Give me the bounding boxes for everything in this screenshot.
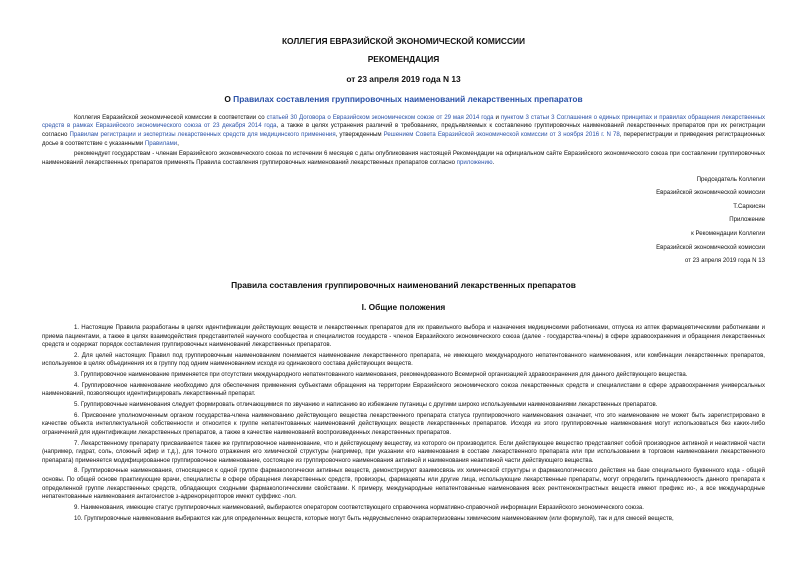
appendix-date: от 23 апреля 2019 года N 13 xyxy=(684,257,765,265)
preamble-text: , перерегистрации и приведения регистрационных досье в соответствие с указанными xyxy=(42,130,765,147)
rules-paragraph-3: 3. Группировочное наименование применяется при отсутствии международного непатентованного наименования, рекомендованного Всемирной организацией здравоохранения для данного действующего вещества. xyxy=(74,371,688,379)
preamble-paragraph-1 xyxy=(42,114,765,149)
appendix-link[interactable]: приложению xyxy=(456,158,493,166)
council-decision-link[interactable]: Решением Совета Евразийской экономической комиссии от 3 ноября 2016 г. N 78 xyxy=(383,130,620,138)
preamble-text: и xyxy=(493,113,501,121)
rules-paragraph-5: 5. Группировочные наименования следует формировать отличающимися по звучанию и написанию во избежание путаницы с другими широко используемыми наименованиями лекарственных препаратов. xyxy=(74,400,658,408)
rules-paragraph-1: 1. Настоящие Правила разработаны в целях идентификации действующих веществ и лекарственных препаратов для их правильного выбора и назначения медицинскими работниками, отпуска из аптек фармацевтическими работниками и приема пациентами, а также в целях взаимодействия представителей научного сообщества и специалистов государств - членов Евразийского экономического союза (далее - государства-члены) в сфере здравоохранения и обращения лекарственных средств и содержат порядок составления группировочных наименований лекарственных препаратов. xyxy=(42,323,765,349)
rules-paragraph-9: 9. Наименования, имеющие статус группировочных наименований, выбираются оператором соответствующего справочника нормативно-справочной информации Евразийского экономического союза. xyxy=(74,504,644,512)
rules-paragraph-6: 6. Присвоение уполномоченным органом государства-члена наименованию действующего вещества лекарственного препарата статуса группировочного наименования означает, что это наименование не может быть зарегистрировано в качестве объекта интеллектуальной собственности и относится к группе непатентованных наименований действующих веществ лекарственных препаратов. Исходя из этого группировочные наименования могут использоваться без каких-либо ограничений для идентификации лекарственных препаратов, а также в качестве наименований воспроизведенных лекарственных препаратов. xyxy=(42,411,765,436)
section-title: I. Общие положения xyxy=(361,301,446,312)
subject-rules-link[interactable]: Правилах составления группировочных наименований лекарственных препаратов xyxy=(233,93,583,104)
document-type-heading: РЕКОМЕНДАЦИЯ xyxy=(367,53,440,64)
document-date-heading: от 23 апреля 2019 года N 13 xyxy=(346,73,461,84)
appendix-label: Приложение xyxy=(729,216,765,224)
preamble-text: Коллегия Евразийской экономической комиссии в соответствии со xyxy=(74,113,267,121)
registration-rules-link[interactable]: Правилам регистрации и экспертизы лекарственных средств для медицинского применения xyxy=(69,130,336,138)
preamble-text: , а также в целях устранения различий в требованиях, предъявляемых к составлению группировочных наименований лекарственных препаратов при их регистрации согласно xyxy=(42,122,766,138)
rules-title: Правила составления группировочных наименований лекарственных препаратов xyxy=(231,280,576,291)
preamble-text: . xyxy=(492,158,495,166)
rules-paragraph-10: 10. Группировочные наименования выбираются как для определенных веществ, которые могут быть недвусмысленно охарактеризованы химическим наименованием (или формулой), так и для смесей веществ, xyxy=(74,514,674,522)
signature-organization: Евразийской экономической комиссии xyxy=(656,189,765,197)
rules-paragraph-7: 7. Лекарственному препарату присваивается также же группировочное наименование, что и действующему веществу, из которого он производится. Если действующее вещество представляет собой производное активной и неактивной части (например, гидрат, соль, сложный эфир и т.д.), для точного отражения его химической структуры (например, при указании его наименования в составе лекарственного препарата или при использовании в торговом наименовании лекарственного препарата) применяется модифицированное группировочное наименование, состоящее из группировочного наименования активной и наименования неактивной части действующего вещества. xyxy=(42,439,765,464)
document-subject-heading xyxy=(42,94,765,106)
rules-link[interactable]: Правилами xyxy=(144,139,178,147)
rules-paragraph-4: 4. Группировочное наименование необходимо для обеспечения применения субъектами обращения на территории Евразийского экономического союза лекарственных средств и специалистами в сфере здравоохранения универсальных наименований, позволяющих идентифицировать лекарственный препарат. xyxy=(42,381,765,398)
subject-prefix: О xyxy=(224,93,234,104)
appendix-reference: к Рекомендации Коллегии xyxy=(691,230,765,238)
appendix-organization: Евразийской экономической комиссии xyxy=(656,243,765,251)
signature-position: Председатель Коллегии xyxy=(696,175,765,183)
signature-block xyxy=(42,176,765,266)
agreement-article-3-link[interactable]: пунктом 3 статьи 3 Соглашения о единых принципах и правилах обращения лекарственных средств в рамках Евразийского экономического союза от 23 декабря 2014 года xyxy=(42,113,766,130)
treaty-article-30-link[interactable]: статьей 30 Договора о Евразийском экономическом союзе от 29 мая 2014 года xyxy=(266,113,494,121)
preamble-text: , утвержденным xyxy=(335,130,384,138)
preamble-text: рекомендует государствам - членам Евразийского экономического союза по истечении 6 месяцев с даты опубликования настоящей Рекомендации на официальном сайте Евразийского экономического союза при составлении группировочных наименований лекарственных препаратов применять Правила составления группировочных наименований лекарственных препаратов согласно xyxy=(42,150,765,166)
rules-paragraph-8: 8. Группировочные наименования, относящиеся к одной группе фармакологически активных веществ, демонстрируют взаимосвязь их химической структуры и фармакологического действия на базе специального буквенного кода - общей основы. По общей основе практикующие врачи, специалисты в сфере обращения лекарственных средств, провизоры, фармацевты или другие лица, использующие лекарственные препараты, могут определить принадлежность данного препарата к определенной группе лекарственных средств, обладающих сходными фармакологическими свойствами. К примеру, международные непатентованные наименования всех рентгеноконтрастных веществ имеют префикс ио-, а все международные непатентованные наименования антагонистов з-адренорецепторов имеют суффикс -лол. xyxy=(42,467,765,501)
issuer-heading: КОЛЛЕГИЯ ЕВРАЗИЙСКОЙ ЭКОНОМИЧЕСКОЙ КОМИССИИ xyxy=(281,36,526,46)
preamble-text: , xyxy=(177,139,179,147)
rules-paragraph-2: 2. Для целей настоящих Правил под группировочным наименованием понимается наименование лекарственного препарата, не имеющего международного непатентованного наименования, или комбинации лекарственных препаратов, используемое в целях объединения их в группу под одним наименованием исходя из одинакового состава действующих веществ. xyxy=(42,351,765,368)
signature-name: Т.Саркисян xyxy=(733,202,765,210)
preamble-paragraph-2 xyxy=(42,150,765,167)
